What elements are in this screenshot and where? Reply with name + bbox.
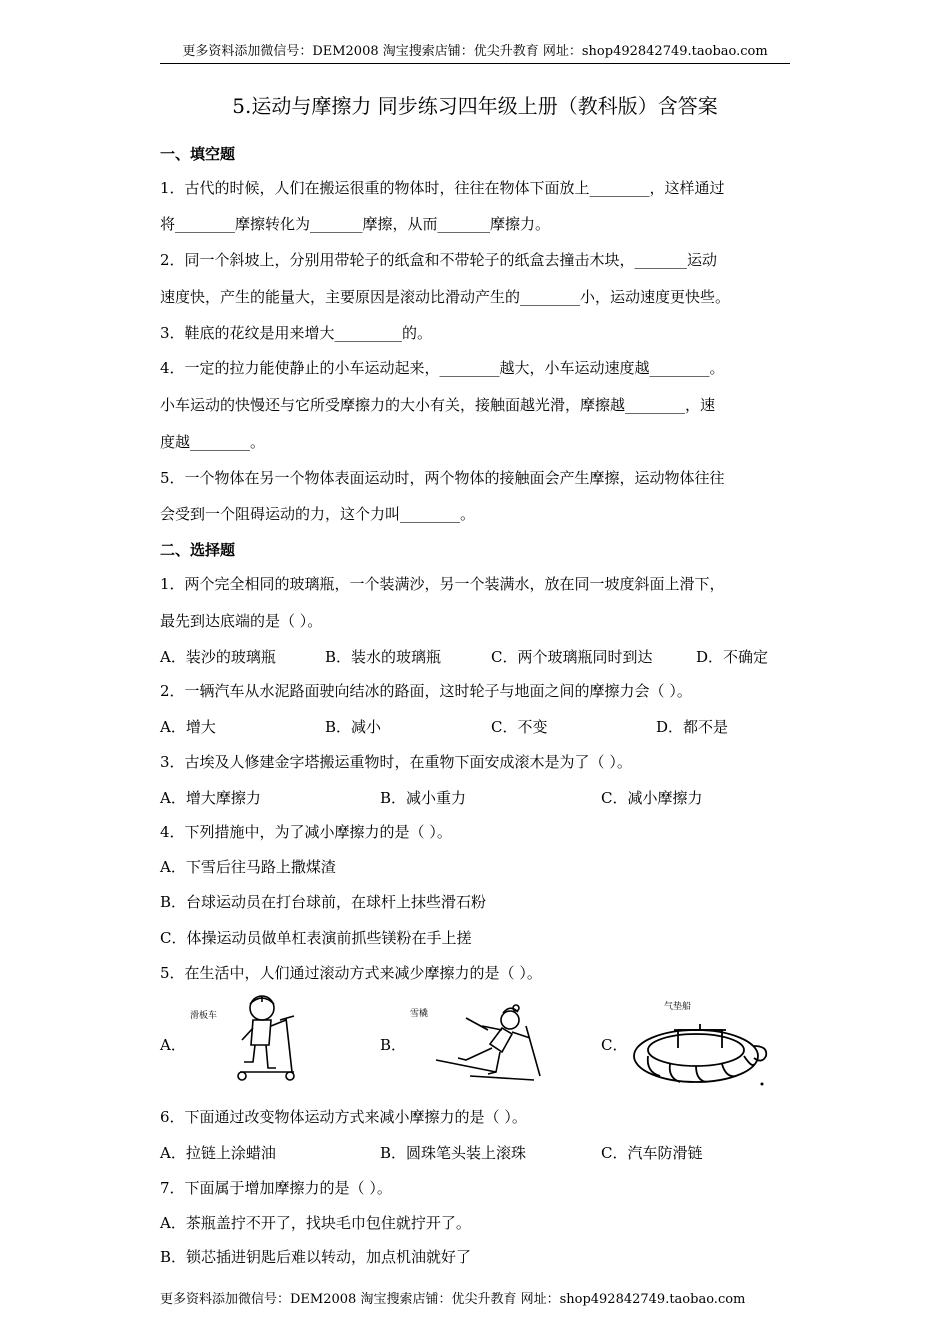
choice-q2-option-d: D．都不是 [656, 718, 729, 736]
choice-q2-option-c: C．不变 [491, 718, 548, 736]
choice-q3-option-a: A．增大摩擦力 [160, 789, 261, 807]
choice-q6-option-b: B．圆珠笔头装上滚珠 [380, 1144, 527, 1162]
fill-q4-line2: 小车运动的快慢还与它所受摩擦力的大小有关，接触面越光滑，摩擦越________，速 [160, 396, 716, 414]
choice-q5-option-c: C． [601, 1036, 628, 1054]
hovercraft-picture [626, 1010, 771, 1088]
page-footer: 更多资料添加微信号：DEM2008 淘宝搜索店铺：优尖升教育 网址：shop492842749.taobao.com [160, 1292, 746, 1307]
fill-q5-line2: 会受到一个阻碍运动的力，这个力叫________。 [160, 505, 476, 523]
scooter-caption: 滑板车 [190, 1011, 218, 1021]
fill-q4-line3: 度越________。 [160, 433, 266, 451]
choice-q5-option-b: B． [380, 1036, 407, 1054]
fill-q4-line1: 4．一定的拉力能使静止的小车运动起来，________越大，小车运动速度越________。 [160, 359, 725, 377]
skier-picture [430, 1000, 545, 1082]
choice-q1-line2: 最先到达底端的是（ ）。 [160, 612, 323, 630]
page-title: 5.运动与摩擦力 同步练习四年级上册（教科版）含答案 [232, 94, 718, 118]
choice-q1-option-b: B．装水的玻璃瓶 [325, 648, 442, 666]
choice-q1-option-c: C．两个玻璃瓶同时到达 [491, 648, 653, 666]
choice-q4-option-b: B．台球运动员在打台球前，在球杆上抹些滑石粉 [160, 893, 487, 911]
fill-q1-line1: 1．古代的时候，人们在搬运很重的物体时，往往在物体下面放上________，这样通过 [160, 179, 725, 197]
choice-q1-line1: 1．两个完全相同的玻璃瓶，一个装满沙，另一个装满水，放在同一坡度斜面上滑下， [160, 575, 725, 593]
fill-q2-line2: 速度快，产生的能量大，主要原因是滚动比滑动产生的________小，运动速度更快些。 [160, 288, 731, 306]
choice-q3-option-b: B．减小重力 [380, 789, 467, 807]
choice-q3: 3．古埃及人修建金字塔搬运重物时，在重物下面安成滚木是为了（ ）。 [160, 753, 632, 771]
choice-q6-option-a: A．拉链上涂蜡油 [160, 1144, 276, 1162]
fill-q2-line1: 2．同一个斜坡上，分别用带轮子的纸盒和不带轮子的纸盒去撞击木块，_______运动 [160, 251, 718, 269]
choice-q2-option-b: B．减小 [325, 718, 382, 736]
fill-q3: 3．鞋底的花纹是用来增大_________的。 [160, 324, 433, 342]
fill-q1-line2: 将________摩擦转化为_______摩擦，从而_______摩擦力。 [160, 215, 551, 233]
choice-q1-option-a: A．装沙的玻璃瓶 [160, 648, 276, 666]
choice-q6: 6．下面通过改变物体运动方式来减小摩擦力的是（ ）。 [160, 1108, 527, 1126]
choice-q7: 7．下面属于增加摩擦力的是（ ）。 [160, 1179, 392, 1197]
choice-q1-option-d: D．不确定 [696, 648, 769, 666]
section-fill-heading: 一、填空题 [160, 145, 236, 163]
choice-q6-option-c: C．汽车防滑链 [601, 1144, 703, 1162]
choice-q5: 5．在生活中，人们通过滚动方式来减少摩擦力的是（ ）。 [160, 964, 542, 982]
fill-q5-line1: 5．一个物体在另一个物体表面运动时，两个物体的接触面会产生摩擦，运动物体往往 [160, 469, 725, 487]
hovercraft-caption: 气垫船 [664, 1002, 692, 1012]
choice-q7-option-b: B．锁芯插进钥匙后难以转动，加点机油就好了 [160, 1248, 472, 1266]
choice-q3-option-c: C．减小摩擦力 [601, 789, 703, 807]
sled-caption: 雪橇 [410, 1009, 429, 1019]
page-header: 更多资料添加微信号：DEM2008 淘宝搜索店铺：优尖升教育 网址：shop492842749.taobao.com [160, 40, 790, 64]
choice-q7-option-a: A．茶瓶盖拧不开了，找块毛巾包住就拧开了。 [160, 1214, 471, 1232]
choice-q2-option-a: A．增大 [160, 718, 216, 736]
section-choice-heading: 二、选择题 [160, 541, 236, 559]
choice-q4-option-c: C．体操运动员做单杠表演前抓些镁粉在手上搓 [160, 929, 472, 947]
choice-q5-option-a: A． [160, 1036, 186, 1054]
choice-q4: 4．下列措施中，为了减小摩擦力的是（ ）。 [160, 823, 452, 841]
choice-q2: 2．一辆汽车从水泥路面驶向结冰的路面，这时轮子与地面之间的摩擦力会（ ）。 [160, 682, 692, 700]
scooter-picture [222, 990, 302, 1085]
choice-q4-option-a: A．下雪后往马路上撒煤渣 [160, 858, 336, 876]
